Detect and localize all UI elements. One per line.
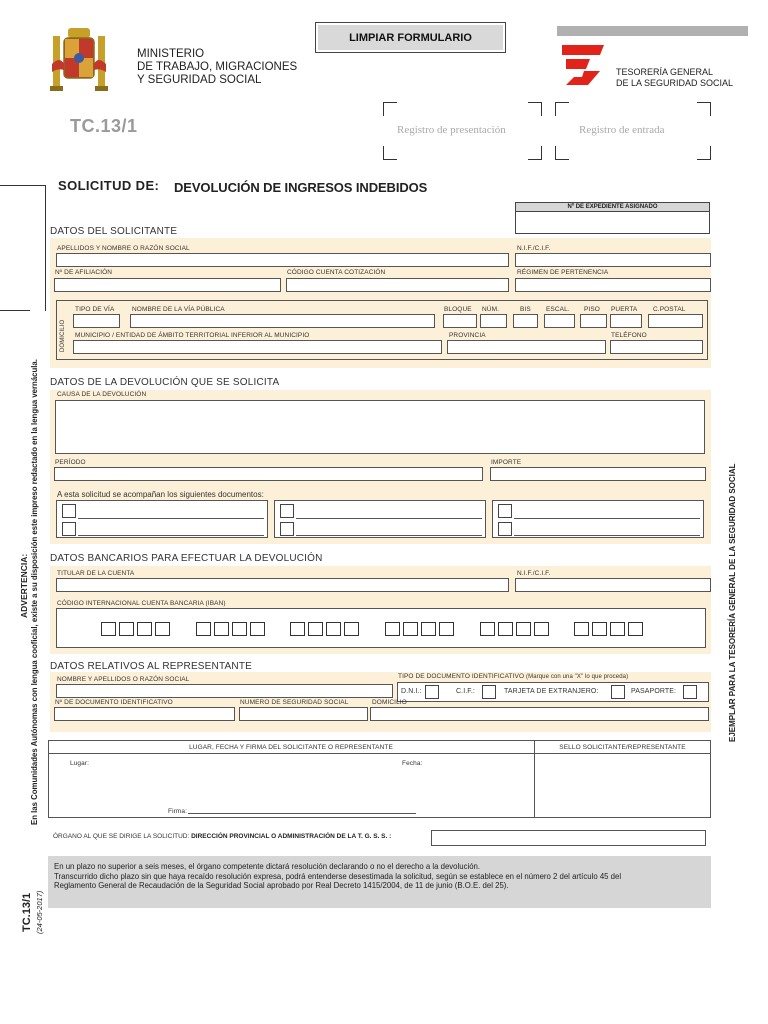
ministry-line-2: DE TRABAJO, MIGRACIONES (137, 61, 298, 73)
docs-group-1 (56, 500, 268, 538)
label-cif: C.I.F.: (456, 688, 475, 695)
doc-line (514, 535, 700, 536)
reg-corner (697, 146, 711, 160)
cif-checkbox[interactable] (482, 685, 496, 699)
label-titular: TITULAR DE LA CUENTA (57, 570, 135, 577)
iban-digit-box[interactable] (290, 622, 305, 636)
firma-header-line (48, 753, 711, 754)
tipo-via-input[interactable] (73, 314, 120, 328)
organo-label (53, 833, 391, 840)
label-bis: BIS (520, 306, 531, 313)
label-provincia: PROVINCIA (449, 332, 486, 339)
iban-digit-box[interactable] (385, 622, 400, 636)
label-fecha: Fecha: (402, 760, 423, 767)
pasaporte-checkbox[interactable] (683, 685, 697, 699)
section-representante-title: DATOS RELATIVOS AL REPRESENTANTE (50, 661, 253, 672)
firma-line[interactable] (188, 813, 416, 814)
coat-of-arms-icon (50, 24, 108, 98)
iban-digit-box[interactable] (119, 622, 134, 636)
iban-digit-box[interactable] (628, 622, 643, 636)
left-bracket (0, 185, 46, 311)
escal-input[interactable] (544, 314, 575, 328)
label-regimen: RÉGIMEN DE PERTENENCIA (517, 269, 609, 276)
regimen-input[interactable] (515, 278, 711, 292)
tgss-logo-icon (560, 43, 606, 87)
left-bracket-bottom (0, 310, 30, 311)
iban-digit-box[interactable] (344, 622, 359, 636)
section-devolucion-title: DATOS DE LA DEVOLUCIÓN QUE SE SOLICITA (50, 377, 280, 388)
label-causa: CAUSA DE LA DEVOLUCIÓN (57, 391, 147, 398)
label-tipo-doc (398, 673, 628, 680)
iban-digit-box[interactable] (498, 622, 513, 636)
expediente-box (515, 202, 710, 234)
label-bloque: BLOQUE (444, 306, 472, 313)
tipo-doc-note: (Marque con una "X" lo que proceda) (526, 674, 629, 680)
organo-prefix: ÓRGANO AL QUE SE DIRIGE LA SOLICITUD: (53, 833, 190, 840)
docs-group-2 (274, 500, 486, 538)
doc-checkbox[interactable] (62, 504, 76, 518)
nombre-via-input[interactable] (130, 314, 435, 328)
tgss-line-1: TESORERÍA GENERAL (616, 67, 714, 77)
reg-corner (555, 146, 569, 160)
label-banco-nif: N.I.F./C.I.F. (517, 570, 551, 577)
iban-digit-box[interactable] (196, 622, 211, 636)
cpostal-input[interactable] (648, 314, 703, 328)
iban-digit-box[interactable] (214, 622, 229, 636)
reg-corner (528, 146, 542, 160)
label-tarjeta: TARJETA DE EXTRANJERO: (504, 688, 599, 695)
reg-corner (528, 102, 542, 116)
afiliacion-input[interactable] (54, 278, 281, 292)
provincia-input[interactable] (447, 340, 606, 354)
doc-checkbox[interactable] (62, 522, 76, 536)
form-code: TC.13/1 (70, 116, 138, 136)
domicilio-label: DOMICILIO (60, 319, 66, 352)
ejemplar-text: EJEMPLAR PARA LA TESORERÍA GENERAL DE LA SEGURIDAD SOCIAL (728, 463, 737, 742)
tgss-line-2: DE LA SEGURIDAD SOCIAL (616, 78, 734, 88)
iban-box (56, 608, 706, 648)
label-periodo: PERÍODO (55, 459, 86, 466)
num-doc-input[interactable] (54, 707, 235, 721)
doc-checkbox[interactable] (498, 522, 512, 536)
iban-digit-box[interactable] (250, 622, 265, 636)
ministry-line-3: Y SEGURIDAD SOCIAL (137, 74, 262, 86)
iban-digit-box[interactable] (403, 622, 418, 636)
iban-digit-box[interactable] (574, 622, 589, 636)
label-nss: NUMERO DE SEGURIDAD SOCIAL (240, 699, 349, 706)
firma-title: LUGAR, FECHA Y FIRMA DEL SOLICITANTE O REPRESENTANTE (189, 744, 393, 751)
doc-checkbox[interactable] (280, 504, 294, 518)
telefono-input[interactable] (610, 340, 703, 354)
label-puerta: PUERTA (611, 306, 638, 313)
tipo-doc-text: TIPO DE DOCUMENTO IDENTIFICATIVO (398, 673, 525, 680)
doc-line (296, 535, 482, 536)
organo-value: DIRECCIÓN PROVINCIAL O ADMINISTRACIÓN DE LA T. G. S. S. : (191, 833, 392, 840)
label-num-doc: Nº DE DOCUMENTO IDENTIFICATIVO (55, 699, 173, 706)
label-escal: ESCAL. (546, 306, 570, 313)
reg-corner (555, 102, 569, 116)
label-apellidos: APELLIDOS Y NOMBRE O RAZÓN SOCIAL (57, 245, 190, 252)
importe-input[interactable] (490, 467, 706, 481)
piso-input[interactable] (580, 314, 607, 328)
ministry-line-1: MINISTERIO (137, 48, 205, 60)
label-tipo-via: TIPO DE VÍA (75, 306, 115, 313)
label-iban: CÓDIGO INTERNACIONAL CUENTA BANCARIA (IBAN) (57, 600, 226, 607)
notice-line-3: Reglamento General de Recaudación de la Seguridad Social aprobado por Real Decreto 1415/2004, de 11 de junio (B.O.E. del 25). (54, 881, 509, 890)
titular-input[interactable] (56, 578, 509, 592)
nif-input[interactable] (515, 253, 711, 267)
side-code: TC.13/1 (21, 892, 33, 932)
section-solicitante-title: DATOS DEL SOLICITANTE (50, 226, 178, 237)
nss-input[interactable] (239, 707, 368, 721)
tgss-name (616, 67, 733, 89)
iban-digit-box[interactable] (610, 622, 625, 636)
solicitud-label: SOLICITUD DE: (58, 178, 160, 193)
iban-digit-box[interactable] (308, 622, 323, 636)
label-rep-nombre: NOMBRE Y APELLIDOS O RAZÓN SOCIAL (57, 676, 190, 683)
doc-checkbox[interactable] (498, 504, 512, 518)
rep-nombre-input[interactable] (56, 684, 393, 698)
label-telefono: TELÉFONO (611, 332, 647, 339)
num-input[interactable] (480, 314, 507, 328)
notice-line-2: Transcurrido dicho plazo sin que haya recaído resolución expresa, podrá entenderse desestimada la solicitud, según se establece en el número 2 del artículo 45 del (54, 871, 622, 881)
apellidos-input[interactable] (56, 253, 509, 267)
label-nombre-via: NOMBRE DE LA VÍA PÚBLICA (132, 306, 225, 313)
label-ccc: CÓDIGO CUENTA COTIZACIÓN (287, 269, 386, 276)
notice-box (48, 856, 711, 908)
doc-line (296, 518, 482, 519)
doc-line (78, 535, 264, 536)
registro-entrada: Registro de entrada (579, 124, 665, 136)
periodo-input[interactable] (54, 467, 483, 481)
firma-divider (534, 740, 535, 818)
notice-line-1: En un plazo no superior a seis meses, el órgano competente dictará resolución declarando o no el derecho a la devolución. (54, 862, 481, 871)
side-date: (24-05-2017) (35, 890, 44, 934)
iban-digit-box[interactable] (592, 622, 607, 636)
label-pasaporte: PASAPORTE: (631, 688, 677, 695)
docs-group-3 (492, 500, 704, 538)
reg-corner (697, 102, 711, 116)
label-nif: N.I.F./C.I.F. (517, 245, 551, 252)
puerta-input[interactable] (610, 314, 642, 328)
label-municipio: MUNICIPIO / ENTIDAD DE ÁMBITO TERRITORIAL INFERIOR AL MUNICIPIO (75, 332, 310, 339)
iban-digit-box[interactable] (101, 622, 116, 636)
iban-digit-box[interactable] (155, 622, 170, 636)
warning-title: ADVERTENCIA: (19, 553, 29, 618)
firma-box (48, 740, 711, 818)
top-gray-bar (557, 26, 748, 36)
rep-domicilio-input[interactable] (370, 707, 709, 721)
tarjeta-checkbox[interactable] (611, 685, 625, 699)
label-piso: PISO (584, 306, 600, 313)
expediente-header: Nº DE EXPEDIENTE ASIGNADO (516, 203, 709, 212)
label-firma: Firma: (168, 808, 188, 815)
organo-input[interactable] (431, 830, 706, 846)
iban-digit-box[interactable] (421, 622, 436, 636)
iban-digit-box[interactable] (534, 622, 549, 636)
iban-digit-box[interactable] (137, 622, 152, 636)
iban-digit-box[interactable] (232, 622, 247, 636)
sello-title: SELLO SOLICITANTE/REPRESENTANTE (559, 744, 686, 751)
label-documentos: A esta solicitud se acompañan los siguientes documentos: (57, 490, 264, 499)
bis-input[interactable] (513, 314, 538, 328)
doc-line (78, 518, 264, 519)
label-afiliacion: Nº DE AFILIACIÓN (55, 269, 113, 276)
label-importe: IMPORTE (491, 459, 522, 466)
ccc-input[interactable] (286, 278, 509, 292)
label-rep-domicilio: DOMICILIO (372, 699, 407, 706)
label-num: NÚM. (482, 306, 500, 313)
iban-digit-box[interactable] (439, 622, 454, 636)
solicitud-title: DEVOLUCIÓN DE INGRESOS INDEBIDOS (174, 180, 428, 195)
reg-corner (383, 102, 397, 116)
iban-digit-box[interactable] (516, 622, 531, 636)
bloque-input[interactable] (443, 314, 477, 328)
municipio-input[interactable] (73, 340, 442, 354)
causa-textarea[interactable] (55, 400, 705, 454)
iban-digit-box[interactable] (480, 622, 495, 636)
reg-corner (383, 146, 397, 160)
banco-nif-input[interactable] (515, 578, 711, 592)
registro-presentacion: Registro de presentación (397, 124, 506, 136)
label-dni: D.N.I.: (401, 688, 422, 695)
dni-checkbox[interactable] (425, 685, 439, 699)
label-lugar: Lugar: (70, 760, 90, 767)
warning-text: En las Comunidades Autónomas con lengua cooficial, existe a su disposición este impreso redactado en la lengua vernácula. (30, 359, 39, 825)
doc-line (514, 518, 700, 519)
label-cpostal: C.POSTAL (653, 306, 686, 313)
clear-form-button[interactable]: LIMPIAR FORMULARIO (315, 22, 506, 53)
doc-checkbox[interactable] (280, 522, 294, 536)
section-bancarios-title: DATOS BANCARIOS PARA EFECTUAR LA DEVOLUCIÓN (50, 553, 323, 564)
ministry-name (137, 48, 297, 87)
iban-digit-box[interactable] (326, 622, 341, 636)
